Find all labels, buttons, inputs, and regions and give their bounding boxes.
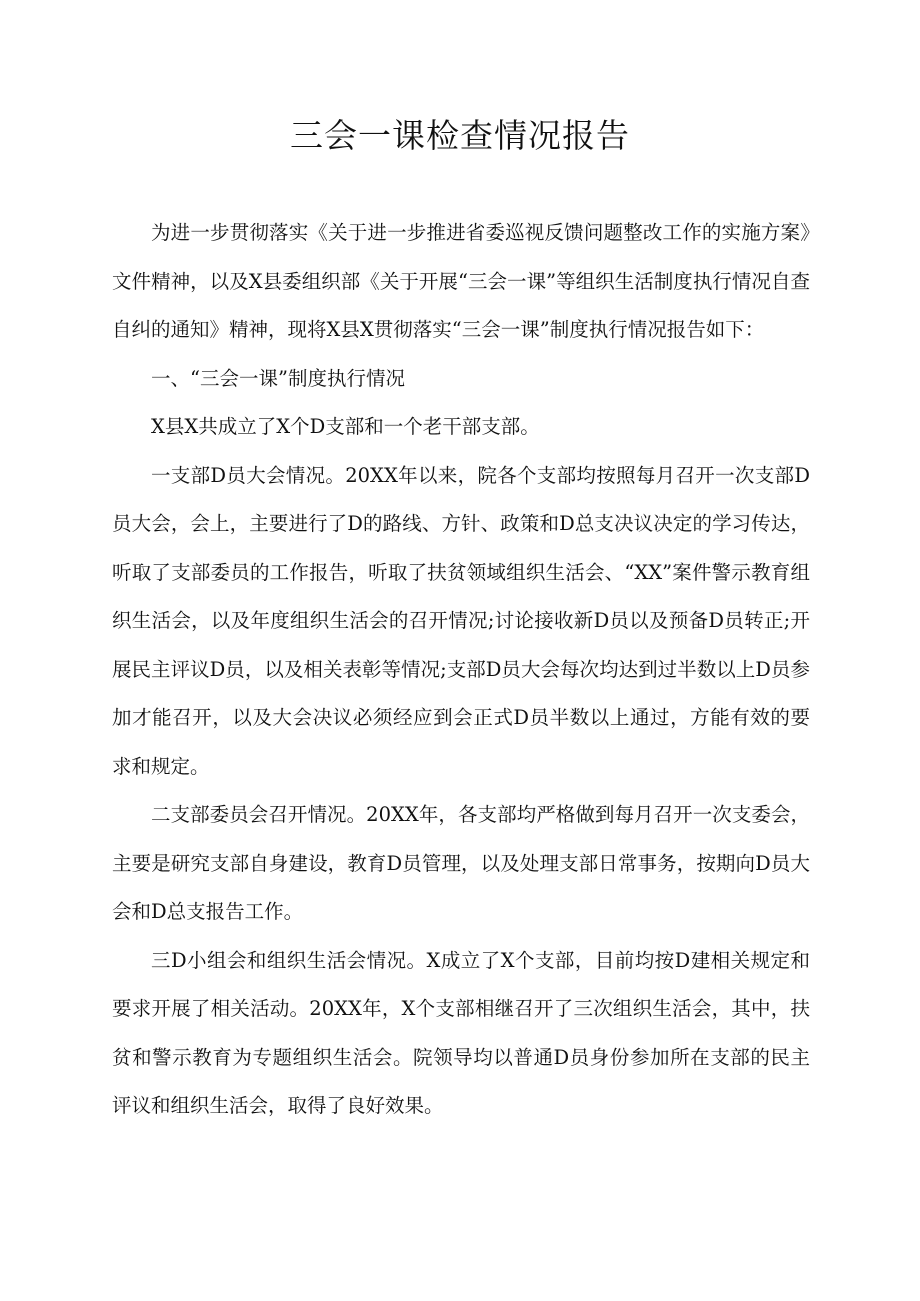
document-body: [112, 209, 810, 1131]
intro-paragraph: 为进一步贯彻落实《关于进一步推进省委巡视反馈问题整改工作的实施方案》文件精神，以及X县委组织部《关于开展“三会一课”等组织生活制度执行情况自查自纠的通知》精神，现将X县X贯彻落实“三会一课”制度执行情况报告如下：: [112, 221, 810, 341]
document-title: 三会一课检查情况报告: [290, 116, 630, 155]
section-heading: 一、“三会一课”制度执行情况: [151, 366, 405, 390]
branch-committee-paragraph: 二支部委员会召开情况。20XX年，各支部均严格做到每月召开一次支委会，主要是研究支部自身建设，教育D员管理，以及处理支部日常事务，按期向D员大会和D总支报告工作。: [112, 803, 810, 923]
group-meeting-paragraph: 三D小组会和组织生活会情况。X成立了X个支部，目前均按D建相关规定和要求开展了相关活动。20XX年，X个支部相继召开了三次组织生活会，其中，扶贫和警示教育为专题组织生活会。院领导均以普通D员身份参加所在支部的民主评议和组织生活会，取得了良好效果。: [112, 948, 810, 1117]
branch-count-paragraph: X县X共成立了X个D支部和一个老干部支部。: [151, 415, 540, 438]
party-congress-paragraph: 一支部D员大会情况。20XX年以来，院各个支部均按照每月召开一次支部D员大会，会上，主要进行了D的路线、方针、政策和D总支决议决定的学习传达，听取了支部委员的工作报告，听取了扶贫领域组织生活会、“XX”案件警示教育组织生活会，以及年度组织生活会的召开情况;讨论接收新D员以及预备D员转正;开展民主评议D员，以及相关表彰等情况;支部D员大会每次均达到过半数以上D员参加才能召开，以及大会决议必须经应到会正式D员半数以上通过，方能有效的要求和规定。: [112, 463, 811, 778]
